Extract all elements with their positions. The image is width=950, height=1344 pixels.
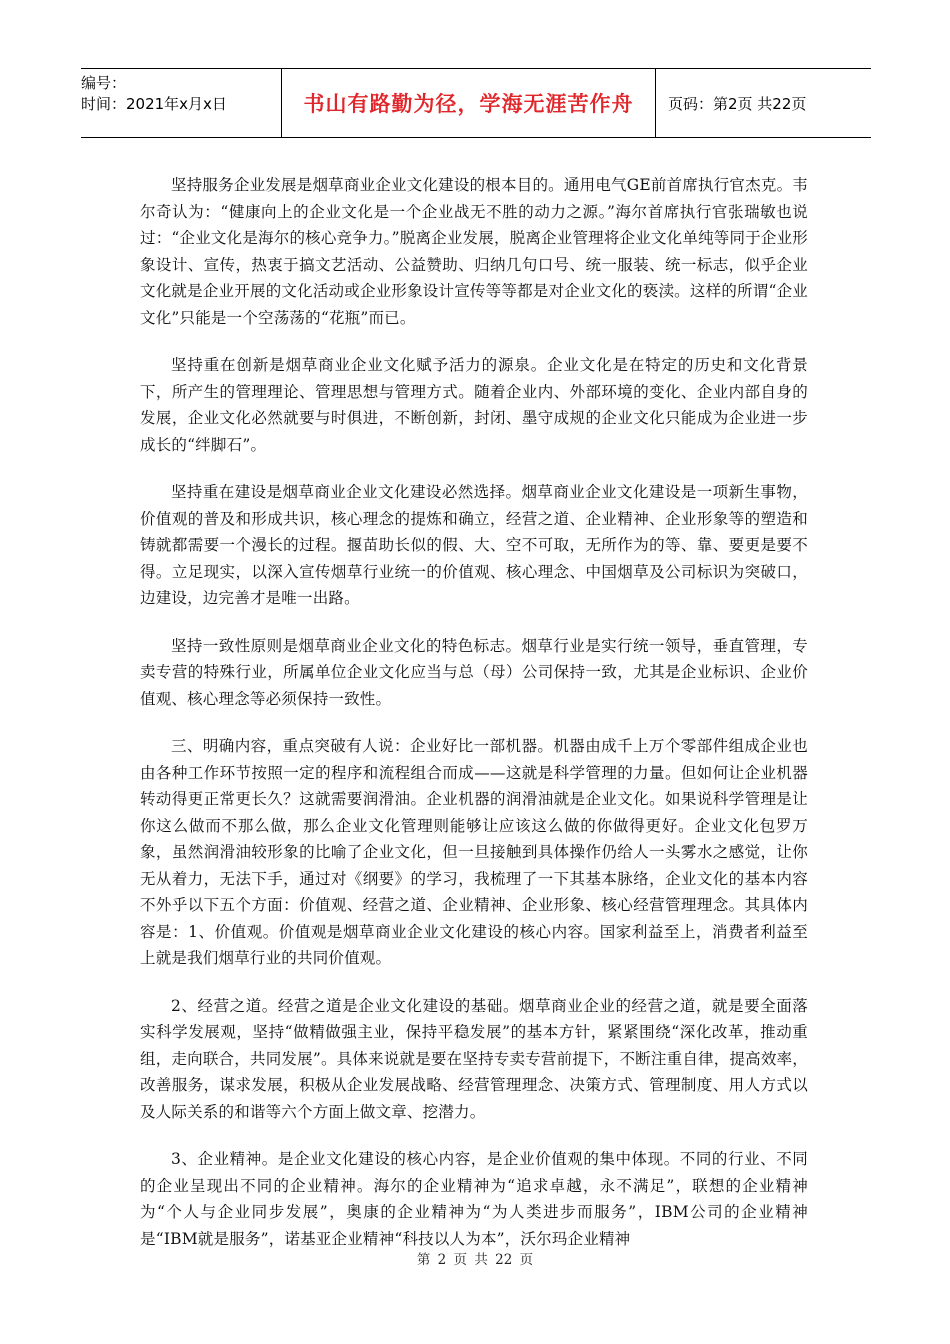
paragraph: 坚持服务企业发展是烟草商业企业文化建设的根本目的。通用电气GE前首席执行官杰克。韦尔奇认为：“健康向上的企业文化是一个企业战无不胜的动力之源。”海尔首席执行官张瑞敏也说过：“企业文化是海尔的核心竞争力。”脱离企业发展，脱离企业管理将企业文化单纯等同于企业形象设计、宣传，热衷于搞文艺活动、公益赞助、归纳几句口号、统一服装、统一标志，似乎企业文化就是企业开展的文化活动或企业形象设计宣传等等都是对企业文化的亵渎。这样的所谓“企业文化”只能是一个空荡荡的“花瓶”而已。 <box>140 176 808 327</box>
paragraph: 坚持重在建设是烟草商业企业文化建设必然选择。烟草商业企业文化建设是一项新生事物，价值观的普及和形成共识，核心理念的提炼和确立，经营之道、企业精神、企业形象等的塑造和铸就都需要一个漫长的过程。揠苗助长似的假、大、空不可取，无所作为的等、靠、要更是要不得。立足现实，以深入宣传烟草行业统一的价值观、核心理念、中国烟草及公司标识为突破口，边建设，边完善才是唯一出路。 <box>140 483 808 607</box>
document-number-label: 编号： <box>81 74 127 92</box>
paragraph: 坚持一致性原则是烟草商业企业文化的特色标志。烟草行业是实行统一领导，垂直管理，专卖专营的特殊行业，所属单位企业文化应当与总（母）公司保持一致，尤其是企业标识、企业价值观、核心理念等必须保持一致性。 <box>140 636 808 708</box>
paragraph: 2、经营之道。经营之道是企业文化建设的基础。烟草商业企业的经营之道，就是要全面落实科学发展观，坚持“做精做强主业，保持平稳发展”的基本方针，紧紧围绕“深化改革，推动重组，走向联合，共同发展”。具体来说就是要在坚持专卖专营前提下，不断注重自律，提高效率，改善服务，谋求发展，积极从企业发展战略、经营管理理念、决策方式、管理制度、用人方式以及人际关系的和谐等六个方面上做文章、挖潜力。 <box>140 996 808 1121</box>
paragraph: 三、明确内容，重点突破有人说：企业好比一部机器。机器由成千上万个零部件组成企业也由各种工作环节按照一定的程序和流程组合而成——这就是科学管理的力量。但如何让企业机器转动得更正常更长久？这就需要润滑油。企业机器的润滑油就是企业文化。如果说科学管理是让你这么做而不那么做，那么企业文化管理则能够让应该这么做的你做得更好。企业文化包罗万象，虽然润滑油较形象的比喻了企业文化，但一旦接触到具体操作仍给人一头雾水之感觉，让你无从着力，无法下手，通过对《纲要》的学习，我梳理了一下其基本脉络，企业文化的基本内容不外乎以下五个方面：价值观、经营之道、企业精神、企业形象、核心经营管理理念。其具体内容是：1、价值观。价值观是烟草商业企业文化建设的核心内容。国家利益至上，消费者利益至上就是我们烟草行业的共同价值观。 <box>140 737 808 967</box>
document-date: 时间：2021年x月x日 <box>81 95 227 113</box>
page-footer: 第 2 页 共 22 页 <box>416 1252 534 1268</box>
paragraph: 3、企业精神。是企业文化建设的核心内容，是企业价值观的集中体现。不同的行业、不同的企业呈现出不同的企业精神。海尔的企业精神为“追求卓越，永不满足”，联想的企业精神为“个人与企业同步发展”，奥康的企业精神为“为人类进步而服务”，IBM公司的企业精神是“IBM就是服务”，诺基亚企业精神“科技以人为本”，沃尔玛企业精神 <box>140 1150 808 1248</box>
header-page-info: 页码：第2页 共22页 <box>668 94 807 113</box>
header-motto: 书山有路勤为径，学海无涯苦作舟 <box>282 69 656 137</box>
header-meta <box>81 69 282 137</box>
paragraph: 坚持重在创新是烟草商业企业文化赋予活力的源泉。企业文化是在特定的历史和文化背景下，所产生的管理理论、管理思想与管理方式。随着企业内、外部环境的变化、企业内部自身的发展，企业文化必然就要与时俱进，不断创新，封闭、墨守成规的企业文化只能成为企业进一步成长的“绊脚石”。 <box>140 356 808 454</box>
page-header <box>81 68 871 138</box>
document-body <box>140 172 808 1273</box>
